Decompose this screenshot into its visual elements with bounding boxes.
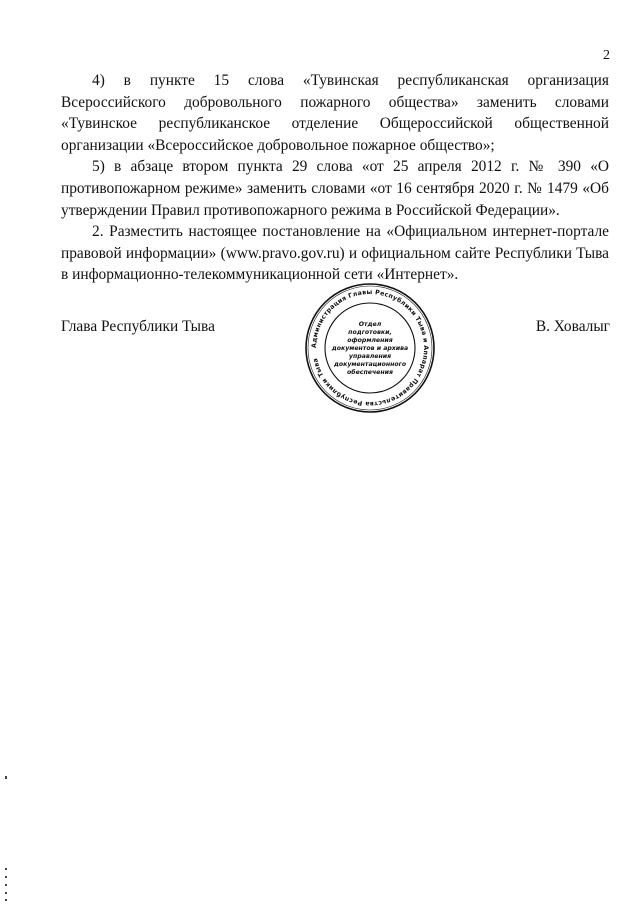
document-body <box>61 70 609 286</box>
scan-edge-mark <box>5 776 7 779</box>
scan-edge-mark <box>5 899 7 901</box>
seal-ring-text: Администрация Главы Республики Тыва и Аппарат Правительства Республики Тыва <box>310 288 430 408</box>
seal-center-line: оформления <box>347 337 393 344</box>
scan-edge-mark <box>5 876 7 878</box>
page-number: 2 <box>603 48 610 63</box>
scan-edge-mark <box>5 884 7 886</box>
signatory-position: Глава Республики Тыва <box>61 318 215 335</box>
seal-center-line: Отдел <box>358 321 382 328</box>
signatory-name: В. Ховалыг <box>535 318 610 335</box>
seal-center-line: документов и архива <box>331 345 409 352</box>
paragraph-point-2: 2. Разместить настоящее постановление на «Официальном интернет-портале правовой информации» (www.pravo.gov.ru) и официальном сайте Республики Тыва в информационно-телекоммуникационной сети «Интернет». <box>61 223 609 284</box>
seal-center-line: документационного <box>333 361 407 368</box>
seal-center-line: подготовки, <box>348 329 392 336</box>
scan-edge-mark <box>5 892 7 894</box>
scan-edge-mark <box>5 868 7 870</box>
paragraph-item-5: 5) в абзаце втором пункта 29 слова «от 25 апреля 2012 г. № 390 «О противопожарном режиме» заменить словами «от 16 сентября 2020 г. № 1479 «Об утверждении Правил противопожарного режима в Российской Федерации». <box>61 158 609 219</box>
official-seal <box>303 281 437 415</box>
seal-center-line: обеспечения <box>347 369 393 376</box>
seal-center-line: управления <box>348 353 392 360</box>
paragraph-item-4: 4) в пункте 15 слова «Тувинская республиканская организация Всероссийского добровольного пожарного общества» заменить словами «Тувинское республиканское отделение Общероссийской общественной организации «Всероссийское добровольное пожарное общество»; <box>61 72 609 154</box>
